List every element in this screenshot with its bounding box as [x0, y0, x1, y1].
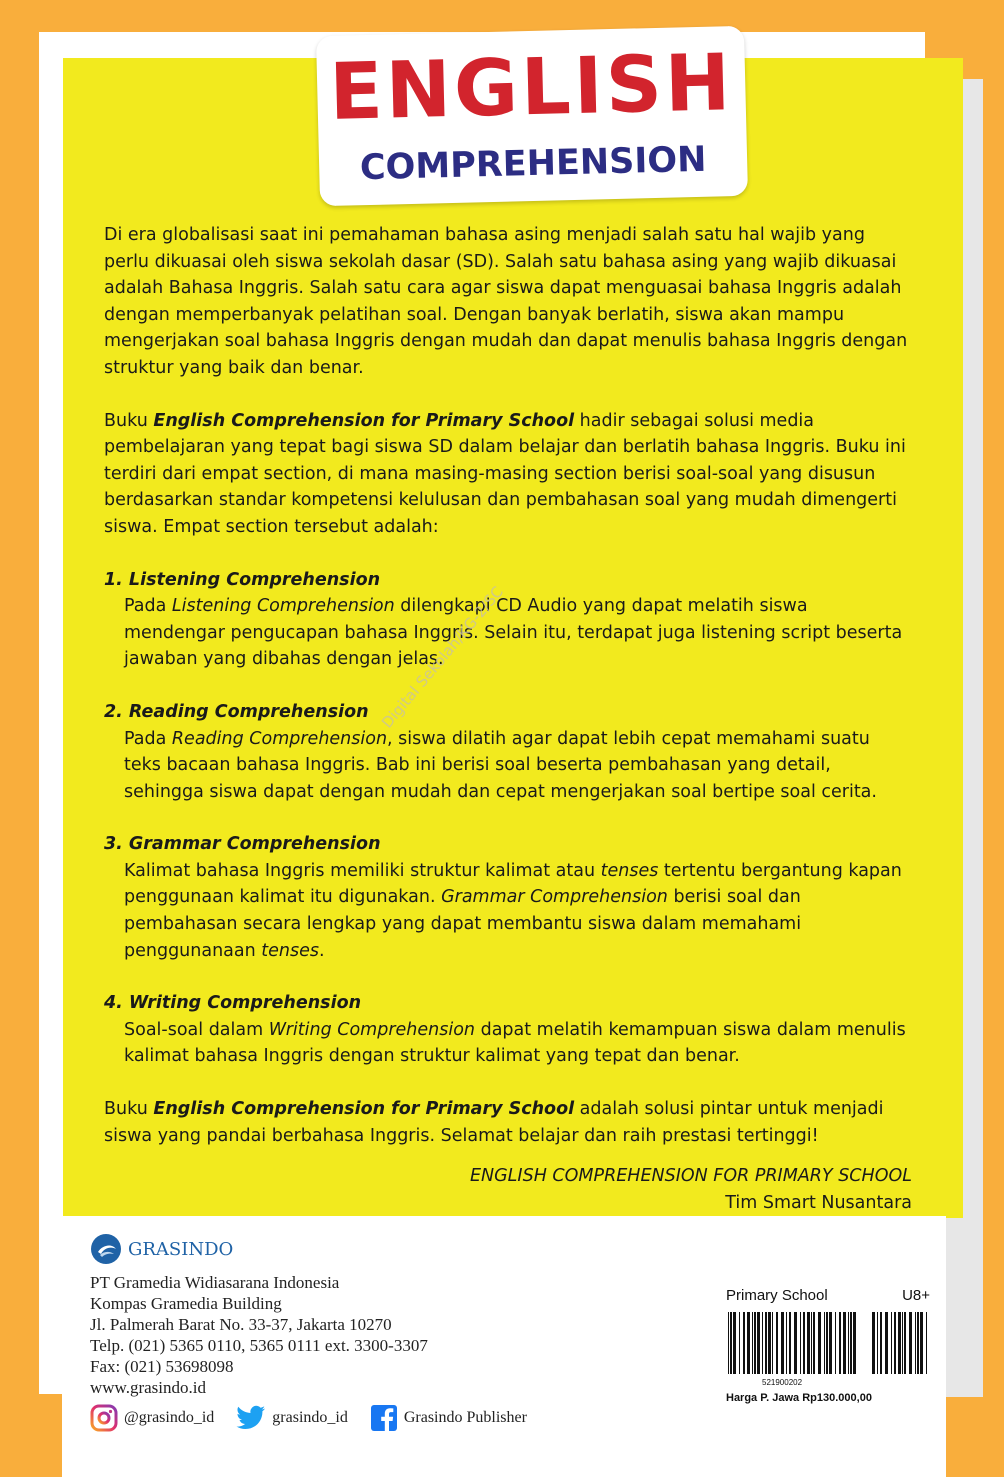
grasindo-logo-text: GRASINDO [128, 1238, 234, 1260]
address-line: PT Gramedia Widiasarana Indonesia [90, 1273, 340, 1292]
barcode-bar [747, 1312, 750, 1374]
barcode-bar [829, 1312, 832, 1374]
barcode-bar [757, 1312, 760, 1374]
barcode-bar [853, 1312, 856, 1374]
barcode-bar [768, 1312, 771, 1374]
book-paragraph: Buku English Comprehension for Primary School hadir sebagai solusi media pembelajaran yang tepat bagi siswa SD dalam belajar dan berlatih bahasa Inggris. Buku ini terdiri dari empat section, di mana masing-masing section berisi soal-soal yang disusun berdasarkan standar kompetensi kelulusan dan pembahasan soal yang mudah dimengerti siswa. Empat section tersebut adalah: [104, 410, 906, 537]
barcode-bar [920, 1312, 923, 1374]
grasindo-logo [90, 1233, 233, 1265]
facebook-icon [370, 1404, 398, 1432]
barcode-bar [733, 1312, 736, 1374]
barcode-bar [730, 1312, 732, 1374]
barcode-bar [811, 1312, 812, 1374]
barcode-bar [917, 1312, 919, 1374]
isbn-barcode [726, 1304, 930, 1386]
age-label: U8+ [902, 1287, 930, 1304]
barcode-bar [894, 1312, 896, 1374]
barcode-bar [826, 1312, 828, 1374]
facebook-link[interactable]: Grasindo Publisher [370, 1404, 527, 1432]
barcode-bar [839, 1312, 841, 1374]
barcode-number: 521900202 [762, 1378, 803, 1386]
address-line: Kompas Gramedia Building [90, 1294, 282, 1313]
barcode-bar [743, 1312, 745, 1374]
barcode-bar [728, 1312, 729, 1374]
description [104, 222, 912, 1216]
book-title: English Comprehension for Primary School [153, 1099, 575, 1120]
social-links [90, 1404, 549, 1432]
barcode-bar [898, 1312, 901, 1374]
address-line: Jl. Palmerah Barat No. 33-37, Jakarta 10270 [90, 1315, 392, 1334]
section-heading-listening: 1. Listening Comprehension [104, 569, 381, 590]
title-badge [316, 26, 748, 206]
barcode-bar [926, 1312, 927, 1374]
conclusion-paragraph: Buku English Comprehension for Primary School adalah solusi pintar untuk menjadi siswa yang pandai berbahasa Inggris. Selamat belajar dan raih prestasi tertinggi! [104, 1099, 884, 1146]
address-line: Fax: (021) 53698098 [90, 1357, 234, 1376]
barcode-bar [807, 1312, 810, 1374]
barcode-bar [850, 1312, 852, 1374]
barcode-bar [762, 1312, 763, 1374]
barcode-bar [843, 1312, 846, 1374]
barcode-bar [909, 1312, 912, 1374]
title-sub: COMPREHENSION [359, 139, 707, 189]
barcode-bar [848, 1312, 849, 1374]
barcode-block [726, 1287, 930, 1404]
barcode-bar [904, 1312, 906, 1374]
barcode-bar [872, 1312, 875, 1374]
section-heading-grammar: 3. Grammar Comprehension [104, 834, 381, 855]
grasindo-logo-icon [90, 1233, 122, 1265]
section-body-writing: Soal-soal dalam Writing Comprehension dapat melatih kemampuan siswa dalam menulis kalimat bahasa Inggris dengan struktur kalimat yang tepat dan benar. [124, 1019, 906, 1067]
barcode-bar [885, 1312, 888, 1374]
intro-paragraph: Di era globalisasi saat ini pemahaman bahasa asing menjadi salah satu hal wajib yang perlu dikuasai oleh siswa sekolah dasar (SD). Salah satu bahasa asing yang wajib dikuasai adalah Bahasa Inggris. Salah satu cara agar siswa dapat menguasai bahasa Inggris adalah dengan memperbanyak pelatihan soal. Dengan banyak berlatih, siswa akan mampu mengerjakan soal bahasa Inggris dengan mudah dan dapat menulis bahasa Inggris dengan struktur yang baik dan benar. [104, 225, 908, 378]
section-heading-reading: 2. Reading Comprehension [104, 701, 369, 722]
section-body-reading: Pada Reading Comprehension, siswa dilatih agar dapat lebih cepat memahami suatu teks bacaan bahasa Inggris. Bab ini berisi soal beserta pembahasan yang detail, sehingga siswa dapat dengan mudah dan cepat mengerjakan soal bertipe soal cerita. [124, 728, 877, 802]
barcode-bar [877, 1312, 878, 1374]
website-link[interactable]: www.grasindo.id [90, 1378, 206, 1397]
barcode-bar [772, 1312, 773, 1374]
barcode-bar [739, 1312, 740, 1374]
signoff-author: Tim Smart Nusantara [725, 1192, 912, 1213]
barcode-bar [813, 1312, 815, 1374]
level-label: Primary School [726, 1287, 828, 1304]
price-label: Harga P. Jawa Rp130.000,00 [726, 1392, 872, 1404]
barcode-bar [754, 1312, 756, 1374]
barcode-bar [789, 1312, 791, 1374]
instagram-link[interactable]: @grasindo_id [90, 1404, 214, 1432]
barcode-bar [891, 1312, 892, 1374]
barcode-bar [786, 1312, 787, 1374]
twitter-icon [236, 1405, 266, 1431]
instagram-icon [90, 1404, 118, 1432]
barcode-bar [818, 1312, 821, 1374]
title-main: ENGLISH [328, 38, 735, 138]
publisher-address [90, 1272, 428, 1398]
barcode-bar [765, 1312, 767, 1374]
section-body-grammar: Kalimat bahasa Inggris memiliki struktur kalimat atau tenses tertentu bergantung kapan penggunaan kalimat itu digunakan. Grammar Comprehension berisi soal dan pembahasan secara lengkap yang dapat membantu siswa dalam memahami penggunanaan tenses. [124, 860, 902, 961]
barcode-bar [835, 1312, 836, 1374]
book-title: English Comprehension for Primary School [153, 410, 575, 431]
barcode-bar [803, 1312, 805, 1374]
barcode-bar [915, 1312, 916, 1374]
barcode-bar [752, 1312, 753, 1374]
barcode-bar [776, 1312, 778, 1374]
barcode-bar [794, 1312, 797, 1374]
barcode-bar [824, 1312, 825, 1374]
barcode-bar [902, 1312, 903, 1374]
section-body-listening: Pada Listening Comprehension dilengkapi CD Audio yang dapat melatih siswa mendengar pengucapan bahasa Inggris. Selain itu, terdapat juga listening script beserta jawaban yang dibahas dengan jelas. [124, 596, 903, 670]
signoff-book: ENGLISH COMPREHENSION FOR PRIMARY SCHOOL [469, 1166, 912, 1187]
barcode-bar [800, 1312, 801, 1374]
barcode-bar [880, 1312, 882, 1374]
twitter-link[interactable]: grasindo_id [236, 1405, 348, 1431]
section-heading-writing: 4. Writing Comprehension [104, 993, 362, 1014]
barcode-bar [781, 1312, 784, 1374]
watermark-text: Digital Sekolah/KG-2/SC [378, 582, 507, 732]
address-line: Telp. (021) 5365 0110, 5365 0111 ext. 3300-3307 [90, 1336, 428, 1355]
